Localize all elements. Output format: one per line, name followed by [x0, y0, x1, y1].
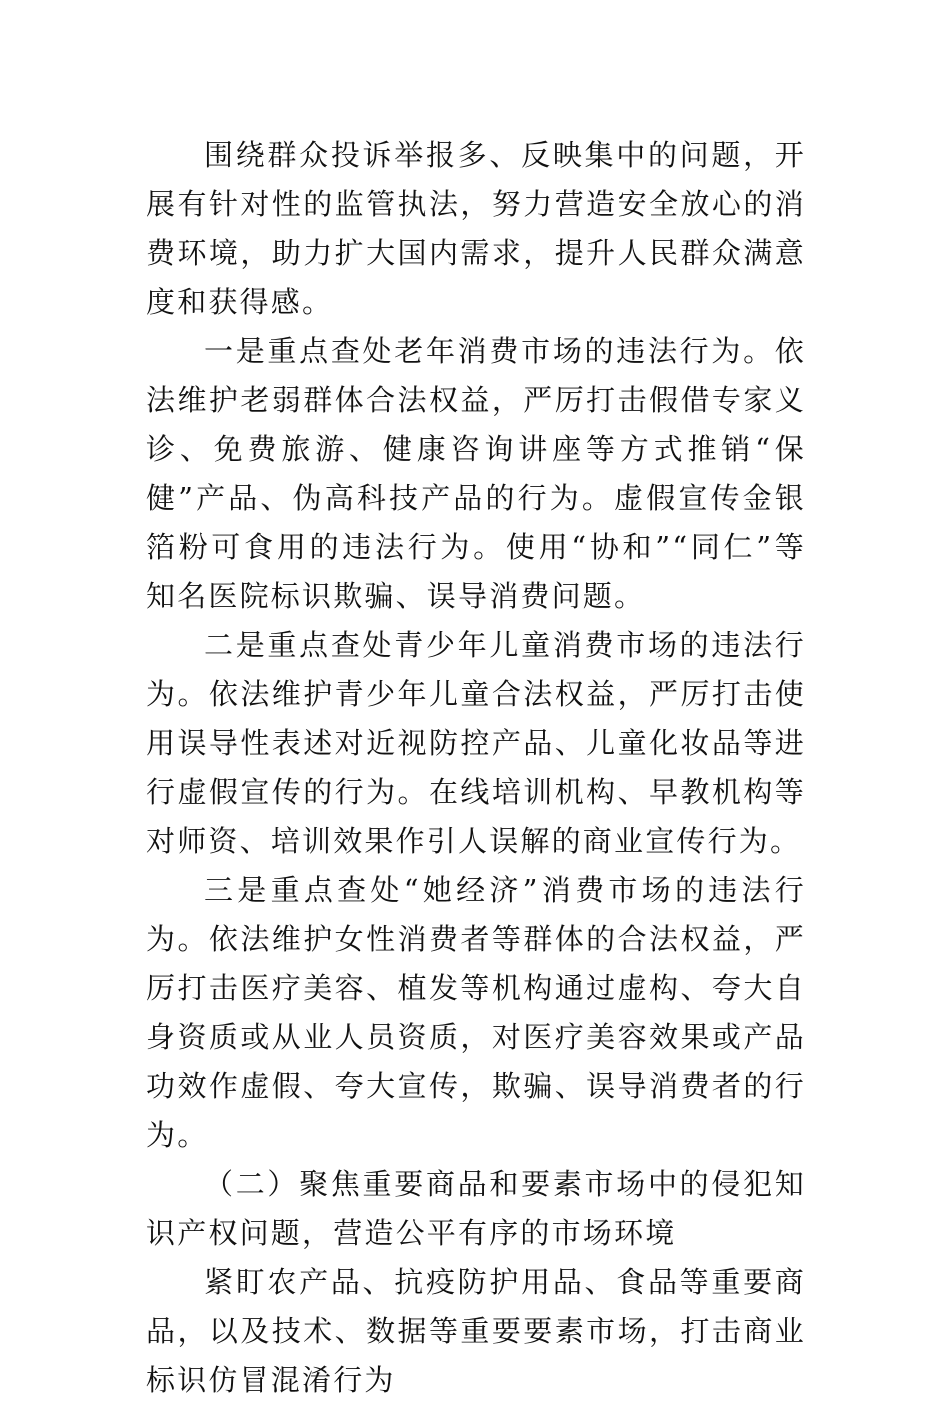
section-heading-2: （二）聚焦重要商品和要素市场中的侵犯知识产权问题，营造公平有序的市场环境 — [146, 1167, 806, 1250]
document-body — [146, 131, 806, 1405]
paragraph-ip-protection: 紧盯农产品、抗疫防护用品、食品等重要商品，以及技术、数据等重要要素市场，打击商业标识仿冒混淆行为 — [146, 1265, 806, 1397]
paragraph-women-market: 三是重点查处“她经济”消费市场的违法行为。依法维护女性消费者等群体的合法权益，严厉打击医疗美容、植发等机构通过虚构、夸大自身资质或从业人员资质，对医疗美容效果或产品功效作虚假、夸大宣传，欺骗、误导消费者的行为。 — [146, 873, 806, 1152]
paragraph-intro: 围绕群众投诉举报多、反映集中的问题，开展有针对性的监管执法，努力营造安全放心的消费环境，助力扩大国内需求，提升人民群众满意度和获得感。 — [146, 138, 806, 319]
paragraph-elderly-market: 一是重点查处老年消费市场的违法行为。依法维护老弱群体合法权益，严厉打击假借专家义诊、免费旅游、健康咨询讲座等方式推销“保健”产品、伪高科技产品的行为。虚假宣传金银箔粉可食用的违法行为。使用“协和”“同仁”等知名医院标识欺骗、误导消费问题。 — [146, 334, 806, 613]
paragraph-youth-market: 二是重点查处青少年儿童消费市场的违法行为。依法维护青少年儿童合法权益，严厉打击使用误导性表述对近视防控产品、儿童化妆品等进行虚假宣传的行为。在线培训机构、早教机构等对师资、培训效果作引人误解的商业宣传行为。 — [146, 628, 806, 858]
